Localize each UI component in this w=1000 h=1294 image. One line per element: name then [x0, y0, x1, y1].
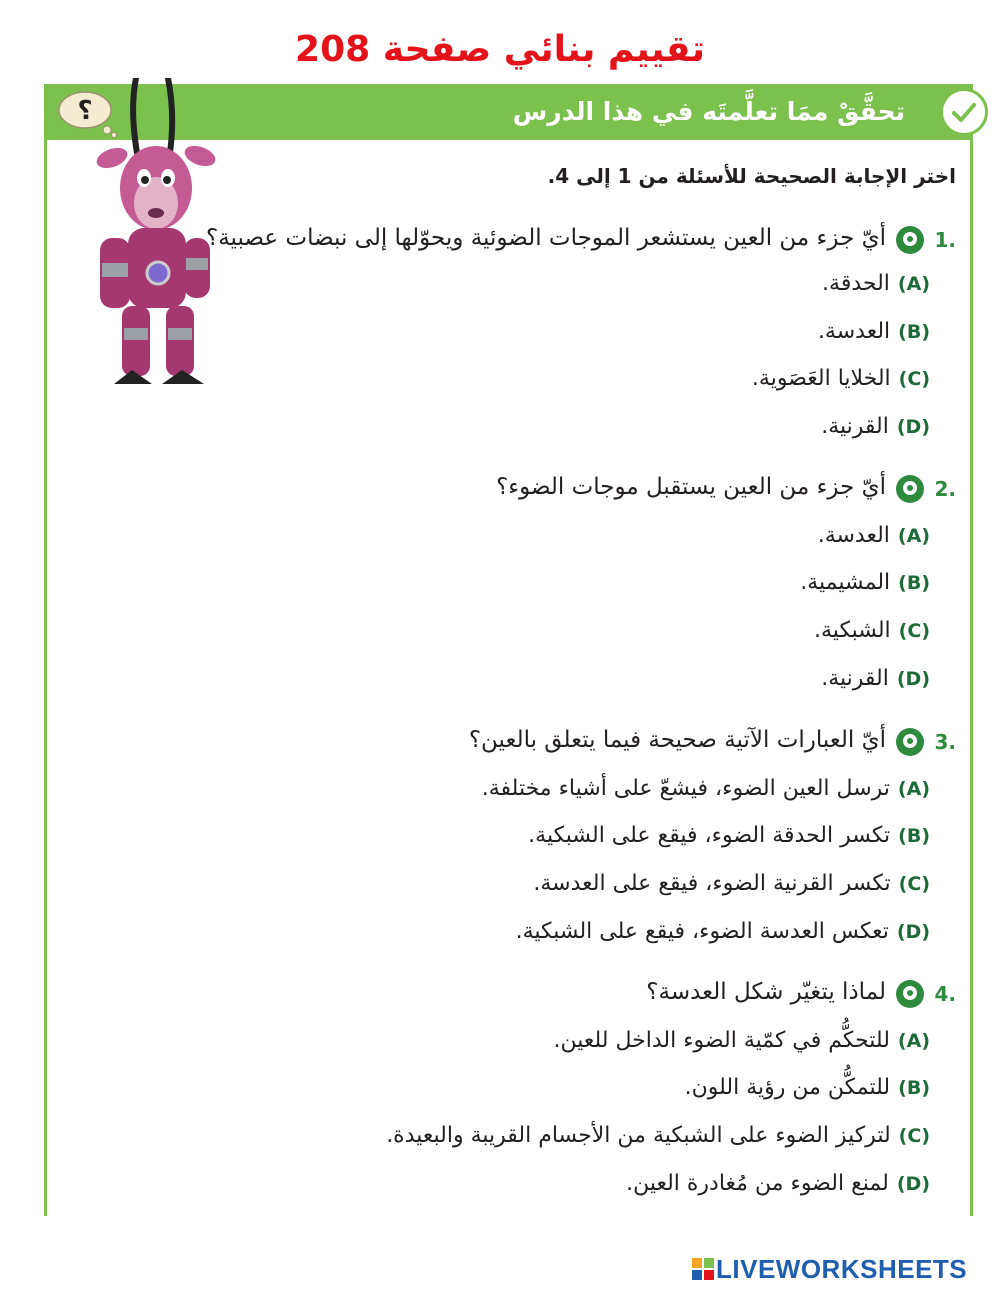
option-text: الحدقة.	[822, 271, 890, 296]
option-letter: (B)	[898, 572, 930, 594]
question-head-icon	[894, 726, 926, 758]
page-title: تقييم بنائي صفحة 208	[295, 29, 705, 70]
banner-title: تحقَّقْ ممَا تعلَّمتَه في هذا الدرس	[512, 97, 905, 126]
option-text: للتحكُّم في كمّية الضوء الداخل للعين.	[553, 1028, 890, 1053]
option-letter: (D)	[896, 668, 930, 690]
option-text: لمنع الضوء من مُغادرة العين.	[626, 1171, 889, 1196]
answer-option[interactable]	[814, 611, 930, 651]
option-text: تعكس العدسة الضوء، فيقع على الشبكية.	[515, 919, 889, 944]
option-letter: (A)	[897, 525, 930, 547]
answer-option[interactable]	[482, 769, 930, 809]
question-head-icon	[894, 224, 926, 256]
answer-option[interactable]	[818, 312, 930, 352]
question-text: لماذا يتغيّر شكل العدسة؟	[646, 979, 886, 1005]
liveworksheets-logo-icon	[692, 1258, 714, 1280]
question-head-icon	[894, 473, 926, 505]
option-text: العدسة.	[817, 319, 891, 344]
option-letter: (A)	[897, 778, 930, 800]
option-text: العدسة.	[817, 523, 890, 548]
option-text: لتركيز الضوء على الشبكية من الأجسام القريبة والبعيدة.	[386, 1123, 891, 1148]
option-letter: (C)	[898, 368, 930, 390]
question-text: أيّ جزء من العين يستشعر الموجات الضوئية ويحوّلها إلى نبضات عصبية؟	[206, 225, 886, 251]
option-letter: (D)	[896, 416, 930, 438]
option-letter: (C)	[898, 873, 930, 895]
option-text: تكسر القرنية الضوء، فيقع على العدسة.	[533, 871, 891, 896]
question-head-icon	[894, 978, 926, 1010]
logo-text: LIVEWORKSHEETS	[716, 1254, 968, 1284]
option-letter: (D)	[896, 921, 930, 943]
answer-option[interactable]	[821, 659, 930, 699]
option-letter: (B)	[898, 321, 930, 343]
liveworksheets-logo	[692, 1250, 992, 1288]
answer-option[interactable]	[821, 407, 930, 447]
option-text: المشيمية.	[800, 570, 891, 595]
option-letter: (C)	[898, 1125, 930, 1147]
option-letter: (A)	[897, 1030, 930, 1052]
question-number: 4.	[934, 982, 956, 1006]
option-letter: (A)	[897, 273, 930, 295]
option-letter: (B)	[898, 1077, 930, 1099]
answer-option[interactable]	[818, 516, 930, 556]
option-text: الشبكية.	[814, 618, 891, 643]
option-letter: (B)	[898, 825, 930, 847]
bubble-question-mark: ؟	[77, 96, 93, 126]
check-circle-icon	[940, 88, 988, 136]
question-number: 3.	[934, 730, 956, 754]
instruction-text: اختر الإجابة الصحيحة للأسئلة من 1 إلى 4.	[547, 164, 956, 188]
answer-option[interactable]	[752, 359, 930, 399]
option-text: الخلايا العَصَوية.	[751, 366, 891, 391]
answer-option[interactable]	[533, 864, 930, 904]
answer-option[interactable]	[554, 1021, 930, 1061]
question-number: 2.	[934, 477, 956, 501]
answer-option[interactable]	[528, 816, 930, 856]
answer-option[interactable]	[516, 912, 930, 952]
answer-option[interactable]	[685, 1068, 930, 1108]
question-text: أيّ جزء من العين يستقبل موجات الضوء؟	[496, 474, 886, 500]
option-text: تكسر الحدقة الضوء، فيقع على الشبكية.	[528, 823, 891, 848]
answer-option[interactable]	[800, 563, 930, 603]
option-letter: (C)	[898, 620, 930, 642]
question-text: أيّ العبارات الآتية صحيحة فيما يتعلق بالعين؟	[468, 727, 886, 753]
answer-option[interactable]	[386, 1116, 930, 1156]
answer-option[interactable]	[626, 1164, 930, 1204]
answer-option[interactable]	[822, 264, 930, 304]
option-text: القرنية.	[821, 414, 889, 439]
option-text: ترسل العين الضوء، فيشعّ على أشياء مختلفة.	[481, 776, 890, 801]
option-text: للتمكُّن من رؤية اللون.	[684, 1075, 891, 1100]
option-letter: (D)	[896, 1173, 930, 1195]
question-number: 1.	[934, 228, 956, 252]
option-text: القرنية.	[821, 666, 889, 691]
